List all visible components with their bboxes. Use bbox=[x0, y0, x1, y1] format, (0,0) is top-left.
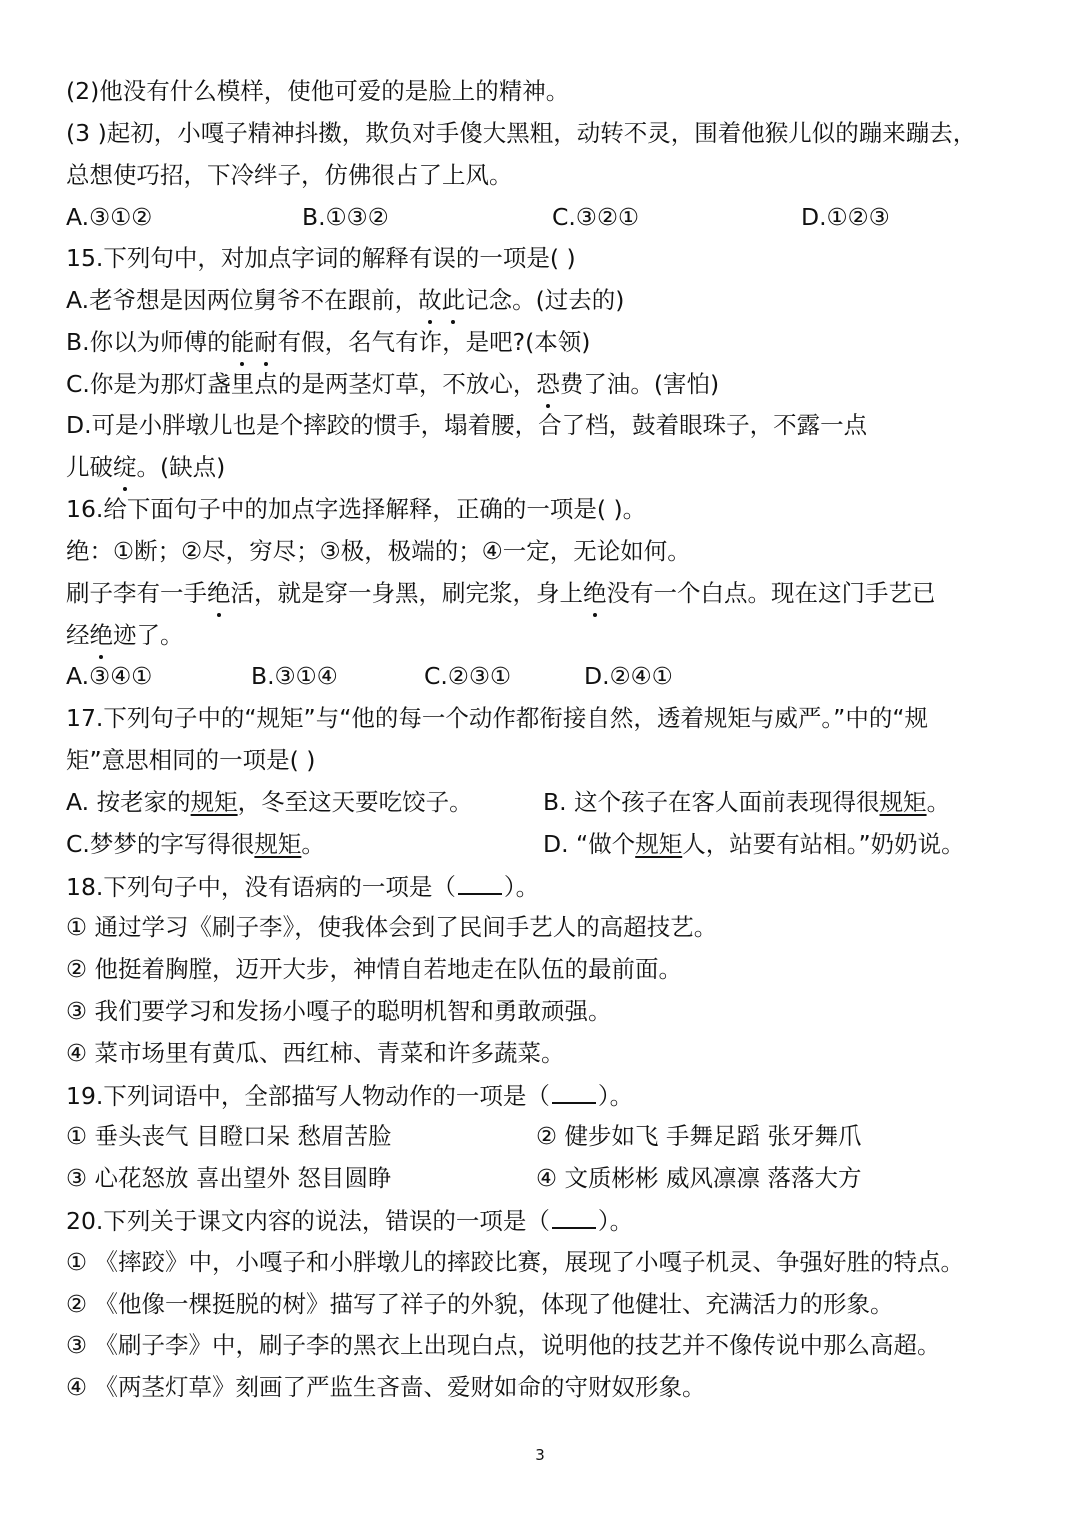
q20-stem: 20.下列关于课文内容的说法，错误的一项是（ ）。 bbox=[66, 1207, 634, 1235]
option-2: ② 健步如飞 手舞足蹈 张牙舞爪 bbox=[536, 1122, 862, 1150]
q15-stem: 15.下列句中，对加点字词的解释有误的一项是( ) bbox=[66, 244, 576, 272]
option-d: D.②④① bbox=[584, 662, 673, 690]
q16-sentence-line-1: 刷子李有一手绝活，就是穿一身黑，刷完浆，身上绝没有一个白点。现在这门手艺已 bbox=[66, 579, 936, 607]
q18-item-1: ① 通过学习《刷子李》，使我体会到了民间手艺人的高超技艺。 bbox=[66, 913, 718, 941]
q20-item-4: ④ 《两茎灯草》刻画了严监生吝啬、爱财如命的守财奴形象。 bbox=[66, 1373, 706, 1401]
option-d: D.①②③ bbox=[801, 203, 890, 231]
q16-stem: 16.给下面句子中的加点字选择解释，正确的一项是( )。 bbox=[66, 495, 647, 523]
dotted-char: 此 bbox=[441, 286, 466, 314]
option-c: C.③②① bbox=[552, 203, 640, 231]
sentence-3-line-2: 总想使巧招，下冷绊子，仿佛很占了上风。 bbox=[66, 161, 513, 189]
q15-option-d-line-1: D.可是小胖墩儿也是个摔跤的惯手，塌着腰，合了档，鼓着眼珠子，不露一点 bbox=[66, 411, 868, 439]
option-b: B. 这个孩子在客人面前表现得很规矩。 bbox=[543, 788, 951, 816]
underlined-word: 规矩 bbox=[635, 830, 683, 858]
q17-stem-line-1: 17.下列句子中的“规矩”与“他的每一个动作都衔接自然，透着规矩与威严。”中的“规 bbox=[66, 704, 928, 732]
answer-blank[interactable] bbox=[552, 1205, 596, 1229]
page-number: 3 bbox=[535, 1446, 545, 1464]
q20-item-1: ① 《摔跤》中，小嘎子和小胖墩儿的摔跤比赛，展现了小嘎子机灵、争强好胜的特点。 bbox=[66, 1248, 965, 1276]
q16-meanings: 绝：①断；②尽，穷尽；③极，极端的；④一定，无论如何。 bbox=[66, 537, 691, 565]
q15-option-c: C.你是为那灯盏里点的是两茎灯草，不放心，恐费了油。(害怕) bbox=[66, 370, 720, 398]
option-d: D. “做个规矩人，站要有站相。”奶奶说。 bbox=[543, 830, 965, 858]
dotted-char: 绽 bbox=[113, 453, 137, 481]
q16-sentence-line-2: 经绝迹了。 bbox=[66, 621, 184, 649]
dotted-char: 故 bbox=[418, 286, 442, 314]
option-3: ③ 心花怒放 喜出望外 怒目圆睁 bbox=[66, 1164, 392, 1192]
option-b: B.③①④ bbox=[251, 662, 338, 690]
underlined-word: 规矩 bbox=[190, 788, 238, 816]
q15-option-a: A.老爷想是因两位舅爷不在跟前，故此记念。(过去的) bbox=[66, 286, 625, 314]
q18-item-2: ② 他挺着胸膛，迈开大步，神情自若地走在队伍的最前面。 bbox=[66, 955, 683, 983]
option-c: C.梦梦的字写得很规矩。 bbox=[66, 830, 325, 858]
q15-option-d-line-2: 儿破绽。(缺点) bbox=[66, 453, 226, 481]
option-1: ① 垂头丧气 目瞪口呆 愁眉苦脸 bbox=[66, 1122, 392, 1150]
option-4: ④ 文质彬彬 威风凛凛 落落大方 bbox=[536, 1164, 862, 1192]
q19-stem: 19.下列词语中，全部描写人物动作的一项是（ ）。 bbox=[66, 1082, 634, 1110]
dotted-char: 绝 bbox=[89, 621, 113, 649]
dotted-char: 能 bbox=[230, 328, 255, 356]
answer-blank[interactable] bbox=[458, 871, 502, 895]
underlined-word: 规矩 bbox=[879, 788, 927, 816]
q18-item-4: ④ 菜市场里有黄瓜、西红柿、青菜和许多蔬菜。 bbox=[66, 1039, 565, 1067]
q18-item-3: ③ 我们要学习和发扬小嘎子的聪明机智和勇敢顽强。 bbox=[66, 997, 612, 1025]
q15-option-b: B.你以为师傅的能耐有假，名气有诈，是吧?(本领) bbox=[66, 328, 591, 356]
dotted-char: 恐 bbox=[536, 370, 560, 398]
dotted-char: 耐 bbox=[254, 328, 278, 356]
q20-item-3: ③ 《刷子李》中，刷子李的黑衣上出现白点，说明他的技艺并不像传说中那么高超。 bbox=[66, 1331, 941, 1359]
dotted-char: 绝 bbox=[207, 579, 231, 607]
option-a: A.③④① bbox=[66, 662, 153, 690]
q17-stem-line-2: 矩”意思相同的一项是( ) bbox=[66, 746, 316, 774]
option-a: A. 按老家的规矩，冬至这天要吃饺子。 bbox=[66, 788, 473, 816]
sentence-2: (2)他没有什么模样，使他可爱的是脸上的精神。 bbox=[66, 77, 570, 105]
q20-item-2: ② 《他像一棵挺脱的树》描写了祥子的外貌，体现了他健壮、充满活力的形象。 bbox=[66, 1290, 894, 1318]
sentence-3-line-1: (3 )起初，小嘎子精神抖擞，欺负对手傻大黑粗，动转不灵，围着他猴儿似的蹦来蹦去， bbox=[66, 119, 977, 147]
q18-stem: 18.下列句子中，没有语病的一项是（ ）。 bbox=[66, 873, 540, 901]
option-c: C.②③① bbox=[424, 662, 512, 690]
option-b: B.①③② bbox=[302, 203, 389, 231]
option-a: A.③①② bbox=[66, 203, 153, 231]
answer-blank[interactable] bbox=[552, 1080, 596, 1104]
underlined-word: 规矩 bbox=[254, 830, 302, 858]
dotted-char: 绝 bbox=[583, 579, 607, 607]
